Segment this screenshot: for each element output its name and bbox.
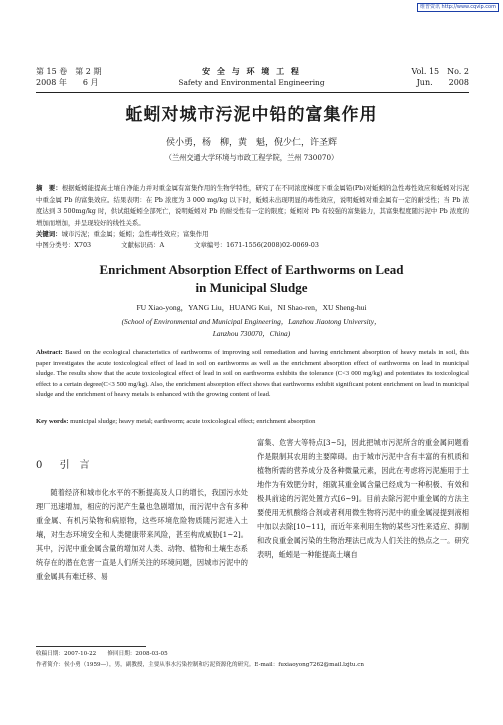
keywords-en [36, 417, 469, 428]
watermark-stamp: 维普资讯 http://www.cqvip.com [417, 3, 499, 12]
article-id: 文章编号：1671-1556(2008)02-0069-03 [194, 241, 319, 249]
keywords-cn-label: 关键词： [36, 230, 62, 238]
header-journal-cn: 安 全 与 环 境 工 程 [202, 66, 301, 76]
header-volume-en-block [403, 66, 469, 88]
paper-title-en-line1: Enrichment Absorption Effect of Earthworms on Lead [99, 262, 404, 277]
classification-row [36, 240, 469, 252]
header-date-en: Jun. 2008 [416, 78, 469, 87]
section-title: 引 言 [59, 460, 90, 471]
affiliation-cn: （兰州交通大学环境与市政工程学院，兰州 730070） [164, 153, 339, 162]
section-heading [36, 456, 90, 471]
affiliation-en-line2: Lanzhou 730070，China) [212, 329, 291, 338]
body-text-left: 随着经济和城市化水平的不断提高及人口的增长，我国污水处理厂迅速增加，相应的污泥产生量也急剧增加，而污泥中含有多种重金属、有机污染物和病原物，这些环境危险物质随污泥进入土壤，对生态环境安全和人类健康带来风险，甚至构成威胁[1~2]。其中，污泥中重金属含量的增加对人类、动物、植物和土壤生态系统存在的潜在危害一直是人们所关注的环境问题，因城市污泥中的重金属具有难迁移、易 [36, 488, 248, 581]
header-year-cn: 2008 年 6 月 [36, 78, 99, 87]
keywords-cn [36, 229, 469, 241]
authors-cn: 侯小勇，杨 柳，黄 魁，倪少仁，许圣辉 [165, 138, 337, 148]
abstract-en [36, 348, 469, 401]
doc-code: 文献标识码：A [121, 241, 165, 249]
clc-number: 中图分类号：X703 [36, 241, 92, 249]
affiliation-en-line1: (School of Environmental and Municipal Engineering，Lanzhou Jiaotong University， [121, 317, 382, 326]
footer-received: 收稿日期：2007-10-22 修回日期：2008-03-05 [36, 651, 168, 657]
keywords-en-text: municipal sludge; heavy metal; earthworm; acute toxicological effect; enrichment absorption [68, 418, 316, 425]
paper-title-en-line2: in Municipal Sludge [195, 280, 308, 295]
body-text-right: 富集、危害大等特点[3~5]，因此把城市污泥所含的重金属问题看作是限制其农用的主要障碍。由于城市污泥中含有丰富的有机质和植物所需的营养成分及各种微量元素，因此在考虑将污泥施用于土地作为有效肥分时，细就其重金属含量已经成为一种积极、有效和极具前途的污泥处置方式[6~9]。目前去除污泥中重金属的方法主要使用无机酸络合剂或者利用微生物将污泥中的重金属浸提到液相中加以去除[10~11]，而近年来利用生物的某些习性来适应、抑制和改良重金属污染的生物治理法已成为人们关注的热点之一。研究表明，蚯蚓是一种能提高土壤自 [257, 438, 469, 559]
paper-title-cn: 蚯蚓对城市污泥中铅的富集作用 [125, 105, 378, 125]
footnote-rule [36, 646, 146, 647]
abstract-cn-text: 根据蚯蚓能提高土壤自净能力并对重金属有富集作用的生物学特性，研究了在不同浓度梯度下重金属铅(Pb)对蚯蚓的急性毒性效应和蚯蚓对污泥中重金属 Pb 的富集效应。结果表明：在 Pb 浓度为 3 000 mg/kg 以下时，蚯蚓未出现明显的毒性效应，说明蚯蚓对重金属有一定的耐受性；当 Pb 浓度达到 3 500mg/kg 时，供试组蚯蚓全部死亡，说明蚯蚓对 Pb 的耐受性有一定的限度；蚯蚓对 Pb 有较强的富集能力，其富集程度随污泥中 Pb 浓度的增加而增加，并呈现较好的线性关系。 [36, 184, 470, 227]
header-journal-en: Safety and Environmental Engineering [178, 78, 325, 87]
section-number: 0 [36, 460, 43, 471]
header-rule [36, 92, 469, 93]
affiliation-en [0, 316, 503, 340]
abstract-en-label: Abstract: [36, 349, 63, 356]
abstract-cn-label: 摘 要： [36, 184, 62, 192]
header-volume-en: Vol. 15 No. 2 [411, 67, 469, 76]
keywords-cn-text: 城市污泥；重金属；蚯蚓；急性毒性效应；富集作用 [61, 230, 209, 238]
paper-title-en [0, 261, 503, 297]
keywords-en-label: Key words: [36, 418, 69, 425]
abstract-en-text: Based on the ecological characteristics of earthworms of improving soil remediation and having enrichment absorption of heavy metals in soil, this paper investigates the acute toxicological effect of lead in soil on earthworms as well as the enrichment absorption effect of earthworms on lead in municipal sludge. The results show that the acute toxicological effect of lead in soil on earthworms exhibits the tolerance (C<3 000 mg/kg) and potentiates its toxicological effect to a certain degree(C<3 500 mg/kg). Also, the enrichment absorption effect shows that earthworms exhibit significant potent enrichment on lead in municipal sludge and the enrichment of heavy metals is enhanced with the growing content of lead. [36, 349, 469, 399]
footer [36, 649, 469, 671]
authors-en: FU Xiao-yong，YANG Liu，HUANG Kui，NI Shao-ren，XU Sheng-hui [136, 303, 367, 312]
footer-author: 作者简介：侯小勇（1959—），男，副教授，主要从事水污染控制和污泥资源化的研究。E-mail：fuxiaoyong7262@mail.lzjtu.cn [36, 662, 364, 668]
header-volume-cn: 第 15 卷 第 2 期 [36, 67, 102, 76]
abstract-cn [36, 183, 469, 229]
